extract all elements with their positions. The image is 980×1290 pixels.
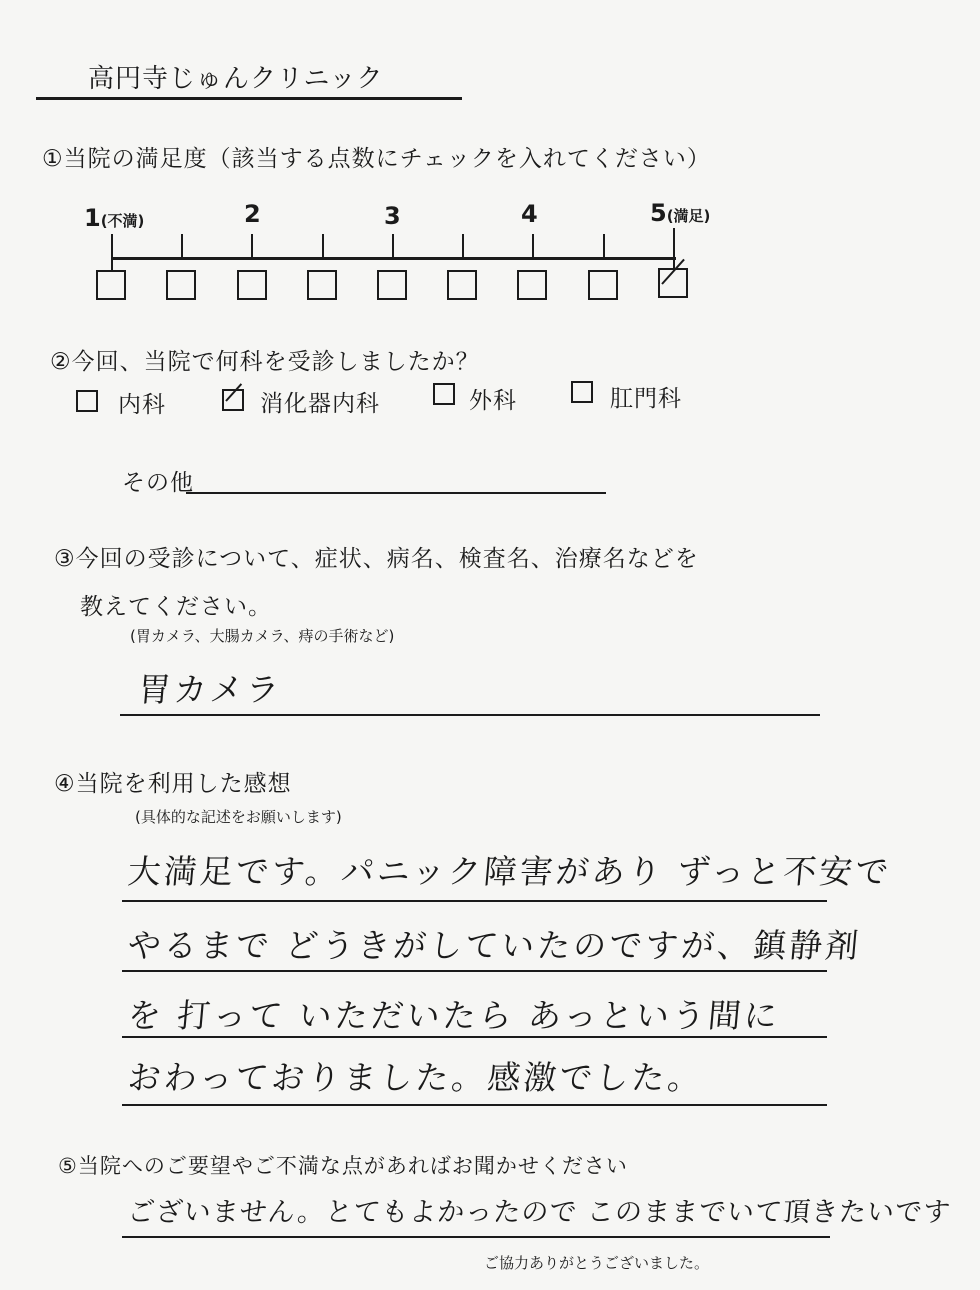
q1-title: ①当院の満足度（該当する点数にチェックを入れてください） bbox=[42, 146, 711, 172]
clinic-name: 高円寺じゅんクリニック bbox=[88, 64, 384, 94]
dept-checkbox-proctology[interactable] bbox=[571, 381, 593, 403]
scale-label-3: 3 bbox=[384, 202, 401, 230]
q5-title: ⑤当院へのご要望やご不満な点があればお聞かせください bbox=[58, 1154, 628, 1178]
other-underline bbox=[186, 492, 606, 494]
scale-label-2: 2 bbox=[244, 200, 261, 228]
q4-hint: (具体的な記述をお願いします) bbox=[135, 808, 342, 826]
q4-answer-line-2[interactable]: やるまで どうきがしていたのですが、鎮静剤 bbox=[126, 926, 864, 965]
q3-hint: (胃カメラ、大腸カメラ、痔の手術など) bbox=[130, 627, 395, 645]
satisfaction-checkbox-8[interactable] bbox=[588, 270, 618, 300]
q3-title-line1: ③今回の受診について、症状、病名、検査名、治療名などを bbox=[54, 546, 699, 572]
q4-underline-4 bbox=[122, 1104, 827, 1106]
satisfaction-checkbox-6[interactable] bbox=[447, 270, 477, 300]
q3-title-line2: 教えてください。 bbox=[80, 594, 272, 620]
q3-answer[interactable]: 胃カメラ bbox=[136, 670, 284, 709]
other-label: その他 bbox=[122, 470, 194, 496]
scale-label-5: 5(満足) bbox=[650, 199, 711, 227]
dept-label-proctology: 肛門科 bbox=[610, 386, 682, 412]
q3-underline bbox=[120, 714, 820, 716]
q4-underline-2 bbox=[122, 970, 827, 972]
dept-label-gastro: 消化器内科 bbox=[260, 391, 380, 417]
thanks-message: ご協力ありがとうございました。 bbox=[484, 1254, 710, 1272]
satisfaction-checkbox-4[interactable] bbox=[307, 270, 337, 300]
satisfaction-checkbox-1[interactable] bbox=[96, 270, 126, 300]
q4-underline-1 bbox=[122, 900, 827, 902]
dept-checkbox-internal[interactable] bbox=[76, 390, 98, 412]
dept-label-internal: 内科 bbox=[118, 392, 166, 418]
satisfaction-checkbox-5[interactable] bbox=[377, 270, 407, 300]
scale-label-1: 1(不満) bbox=[84, 204, 145, 232]
q4-answer-line-4[interactable]: おわっておりました。感激でした。 bbox=[126, 1058, 706, 1097]
satisfaction-checkbox-2[interactable] bbox=[166, 270, 196, 300]
scale-label-4: 4 bbox=[521, 200, 538, 228]
q5-underline bbox=[122, 1236, 830, 1238]
dept-checkbox-gastro[interactable] bbox=[222, 389, 244, 411]
dept-label-surgery: 外科 bbox=[469, 388, 517, 414]
dept-checkbox-surgery[interactable] bbox=[433, 383, 455, 405]
satisfaction-checkbox-7[interactable] bbox=[517, 270, 547, 300]
satisfaction-checkbox-9[interactable] bbox=[658, 268, 688, 298]
q2-title: ②今回、当院で何科を受診しましたか？ bbox=[50, 349, 480, 375]
q4-answer-line-3[interactable]: を 打って いただいたら あっという間に bbox=[126, 996, 782, 1035]
q5-answer[interactable]: ございません。とてもよかったので このままでいて頂きたいです bbox=[126, 1197, 953, 1228]
q4-underline-3 bbox=[122, 1036, 827, 1038]
q4-title: ④当院を利用した感想 bbox=[54, 771, 292, 797]
header-rule bbox=[36, 97, 462, 100]
q4-answer-line-1[interactable]: 大満足です。パニック障害があり ずっと不安で bbox=[126, 852, 894, 891]
satisfaction-checkbox-3[interactable] bbox=[237, 270, 267, 300]
